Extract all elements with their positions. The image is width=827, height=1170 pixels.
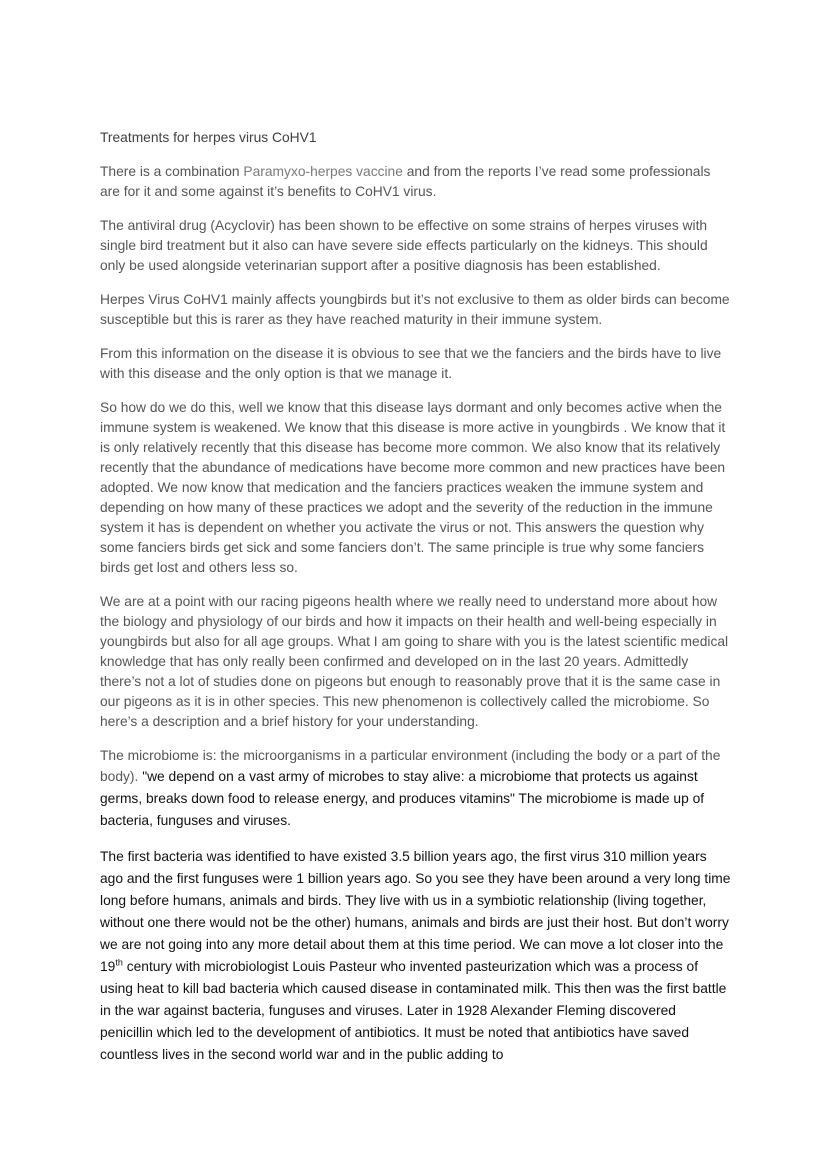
history-text-before: The first bacteria was identified to have existed 3.5 billion years ago, the first virus 310 million years ago and the first funguses were 1 billion years ago. So you see they have been around a very long time long before humans, animals and birds. They live with us in a symbiotic relationship (living together, without one there would not be the other) humans, animals and birds are just their host. But don’t worry we are not going into any more detail about them at this time period. We can move a lot closer into the 19 [100,849,731,974]
paragraph-history [100,846,732,1066]
paragraph-vaccine-text-before: There is a combination [100,164,244,179]
vaccine-link[interactable]: Paramyxo-herpes vaccine [243,164,403,179]
paragraph-antiviral: The antiviral drug (Acyclovir) has been shown to be effective on some strains of herpes viruses with single bird treatment but it also can have severe side effects particularly on the kidneys. This should only be used alongside veterinarian support after a positive diagnosis has been established. [100,218,708,273]
superscript-th: th [115,957,123,968]
paragraph-vaccine-text-after: and from the reports I’ve read some professionals are for it and some against it’s benefits to CoHV1 virus. [100,164,711,199]
paragraph-manage: From this information on the disease it is obvious to see that we the fanciers and the birds have to live with this disease and the only option is that we manage it. [100,346,722,381]
document-body [100,128,732,1080]
microbiome-quote: "we depend on a vast army of microbes to stay alive: a microbiome that protects us against germs, breaks down food to release energy, and produces vitamins" The microbiome is made up of bacteria, funguses and viruses. [100,769,705,828]
history-text-after: century with microbiologist Louis Pasteur who invented pasteurization which was a process of using heat to kill bad bacteria which caused disease in contaminated milk. This then was the first battle in the war against bacteria, funguses and viruses. Later in 1928 Alexander Fleming discovered penicillin which led to the development of antibiotics. It must be noted that antibiotics have saved countless lives in the second world war and in the public adding to [100,959,727,1062]
paragraph-youngbirds: Herpes Virus CoHV1 mainly affects youngbirds but it’s not exclusive to them as older birds can become susceptible but this is rarer as they have reached maturity in their immune system. [100,292,730,327]
paragraph-vaccine [100,162,732,202]
paragraph-immune-system: So how do we do this, well we know that this disease lays dormant and only becomes active when the immune system is weakened. We know that this disease is more active in youngbirds . We know that it is only relatively recently that this disease has become more common. We also know that its relatively recently that the abundance of medications have become more common and new practices have been adopted. We now know that medication and the fanciers practices weaken the immune system and depending on how many of these practices we adopt and the severity of the reduction in the immune system it has is dependent on whether you activate the virus or not. This answers the question why some fanciers birds get sick and some fanciers don’t. The same principle is true why some fanciers birds get lost and others less so. [100,400,726,575]
paragraph-microbiome-intro: We are at a point with our racing pigeons health where we really need to understand more about how the biology and physiology of our birds and how it impacts on their health and well-being especially in youngbirds but also for all age groups. What I am going to share with you is the latest scientific medical knowledge that has only really been confirmed and developed on in the last 20 years. Admittedly there’s not a lot of studies done on pigeons but enough to reasonably prove that it is the same case in our pigeons as it is in other species. This new phenomenon is collectively called the microbiome. So here’s a description and a brief history for your understanding. [100,594,729,729]
microbiome-definition-text: The microbiome is: the microorganisms in a particular environment (including the body or a part of the body). [100,748,721,784]
document-title: Treatments for herpes virus CoHV1 [100,130,317,145]
paragraph-microbiome-definition [100,746,732,832]
